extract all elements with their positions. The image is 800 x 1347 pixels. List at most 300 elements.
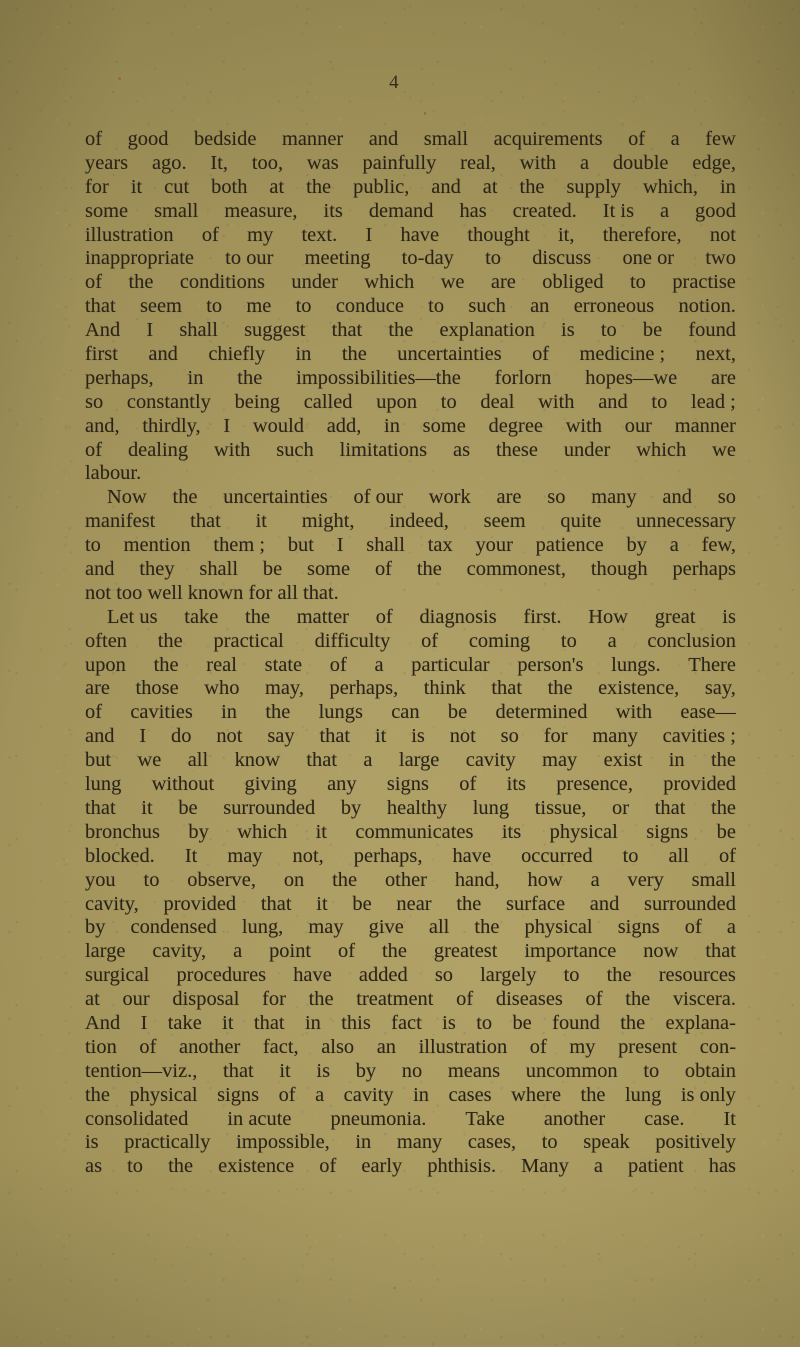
word: in xyxy=(384,414,400,437)
word: It is xyxy=(602,199,635,222)
word: have xyxy=(400,223,440,246)
word: first xyxy=(85,343,118,366)
word: add, xyxy=(326,414,362,437)
word: a xyxy=(579,151,590,174)
word: with xyxy=(538,390,575,413)
word: medicine ; xyxy=(579,343,666,366)
word: that xyxy=(190,510,221,533)
word: consolidated xyxy=(85,1107,189,1130)
word: without xyxy=(151,773,215,796)
word: them ; xyxy=(213,534,266,557)
word: degree xyxy=(488,414,543,437)
word: acquirements xyxy=(493,128,603,150)
word: are xyxy=(711,366,736,389)
word: to xyxy=(643,1059,660,1082)
word: explanation xyxy=(439,319,535,342)
word: hand, xyxy=(454,868,500,891)
word: large xyxy=(398,749,440,772)
word: any xyxy=(327,773,357,796)
word: they xyxy=(139,558,175,581)
word: so xyxy=(717,486,736,509)
word: deal xyxy=(480,390,515,413)
word: such xyxy=(468,295,506,318)
word: may xyxy=(308,916,344,939)
word: think xyxy=(423,677,466,700)
word: fact, xyxy=(262,1035,299,1058)
word: have xyxy=(293,964,332,987)
word: the xyxy=(168,1155,194,1178)
word: for xyxy=(85,175,109,198)
word: dealing xyxy=(127,438,189,461)
word: how xyxy=(527,868,563,891)
word: good xyxy=(127,128,169,150)
word: all xyxy=(187,749,209,772)
word: And xyxy=(85,1011,121,1034)
word: me xyxy=(246,295,272,318)
word: all xyxy=(668,844,689,867)
word: viscera. xyxy=(672,988,736,1011)
text-line xyxy=(85,200,736,224)
word: I xyxy=(140,1011,148,1034)
word: lungs. xyxy=(611,653,661,676)
word: a xyxy=(363,749,373,772)
word: lead ; xyxy=(691,390,736,413)
word: some xyxy=(307,558,351,581)
word: manner xyxy=(674,414,736,437)
word: found xyxy=(552,1011,600,1034)
word: all xyxy=(428,916,450,939)
word: too, xyxy=(251,151,284,174)
text-line: not too well known for all that. xyxy=(85,581,339,604)
word: which, xyxy=(642,175,699,198)
word: conditions xyxy=(179,271,265,294)
word: I xyxy=(146,319,154,342)
word: by xyxy=(355,1059,377,1082)
word: I xyxy=(223,414,231,437)
word: to xyxy=(295,295,312,318)
word: a xyxy=(607,629,617,652)
word: of xyxy=(338,940,356,963)
word: of xyxy=(139,1035,157,1058)
word: small xyxy=(691,868,736,891)
word: one or xyxy=(622,247,675,270)
word: to xyxy=(560,629,577,652)
word: therefore, xyxy=(602,223,682,246)
word: small xyxy=(154,199,199,222)
text-line xyxy=(85,630,736,654)
word: tax xyxy=(427,534,453,557)
word: some xyxy=(422,414,466,437)
text-line xyxy=(85,1084,736,1108)
word: many xyxy=(591,486,637,509)
word: with xyxy=(214,438,251,461)
word: existence, xyxy=(598,677,680,700)
word: communicates xyxy=(355,820,474,843)
word: and xyxy=(589,892,620,915)
word: those xyxy=(135,677,179,700)
word: text. xyxy=(301,223,338,246)
word: surrounded xyxy=(644,892,736,915)
word: such xyxy=(276,438,314,461)
word: bedside xyxy=(193,128,257,150)
word: uncertainties xyxy=(223,486,328,509)
word: Let us xyxy=(107,605,158,628)
word: chiefly xyxy=(208,343,266,366)
text-line xyxy=(85,176,736,200)
word: hopes—we xyxy=(585,366,678,389)
word: our xyxy=(122,988,150,1011)
word: manner xyxy=(281,128,344,150)
word: unnecessary xyxy=(636,510,736,533)
text-line xyxy=(85,893,736,917)
word: perhaps, xyxy=(85,366,154,389)
word: of xyxy=(85,701,103,724)
word: a xyxy=(670,128,680,150)
word: obtain xyxy=(684,1059,736,1082)
word: conclusion xyxy=(647,629,736,652)
text-line xyxy=(85,391,736,415)
word: perhaps xyxy=(672,558,736,581)
word: early xyxy=(361,1155,403,1178)
word: tissue, xyxy=(534,796,587,819)
word: real xyxy=(206,653,237,676)
word: to xyxy=(651,390,668,413)
text-line xyxy=(85,677,736,701)
word: is xyxy=(85,1131,99,1154)
word: the xyxy=(710,749,736,772)
word: practise xyxy=(672,271,736,294)
word: a xyxy=(669,534,679,557)
word: be xyxy=(716,820,736,843)
word: impossibilities—the xyxy=(296,366,461,389)
word: perhaps, xyxy=(353,844,423,867)
word: existence xyxy=(218,1155,295,1178)
word: may, xyxy=(264,677,304,700)
word: a xyxy=(233,940,243,963)
word: that xyxy=(85,796,116,819)
word: Now xyxy=(107,486,147,509)
word: tention—viz., xyxy=(85,1059,198,1082)
word: discuss xyxy=(532,247,592,270)
word: the xyxy=(306,175,332,198)
word: many xyxy=(396,1131,443,1154)
word: of xyxy=(585,988,603,1011)
word: uncommon xyxy=(525,1059,618,1082)
word: diseases xyxy=(495,988,563,1011)
word: it xyxy=(279,1059,291,1082)
word: of xyxy=(421,629,439,652)
text-line xyxy=(85,988,736,1012)
word: of xyxy=(85,438,103,461)
text-line xyxy=(85,701,736,725)
word: in xyxy=(668,749,685,772)
text-line xyxy=(85,271,736,295)
word: presence, xyxy=(556,773,633,796)
word: the xyxy=(519,175,545,198)
word: of xyxy=(278,1083,296,1106)
text-line xyxy=(85,797,736,821)
word: tion xyxy=(85,1035,117,1058)
word: provided xyxy=(663,773,736,796)
text-line xyxy=(85,486,736,510)
word: to xyxy=(541,1131,558,1154)
word: importance xyxy=(524,940,617,963)
word: real, xyxy=(460,151,496,174)
word: double xyxy=(612,151,669,174)
word: upon xyxy=(376,390,418,413)
word: lung, xyxy=(241,916,284,939)
word: you xyxy=(85,868,116,891)
word: giving xyxy=(244,773,297,796)
word: small xyxy=(423,128,469,150)
word: Take xyxy=(465,1107,505,1130)
word: of xyxy=(459,773,477,796)
word: by xyxy=(85,916,106,939)
word: to xyxy=(600,319,617,342)
word: There xyxy=(688,653,736,676)
word: cut xyxy=(164,175,190,198)
word: resources xyxy=(658,964,736,987)
word: it xyxy=(255,510,267,533)
word: state xyxy=(264,653,303,676)
word: cavities xyxy=(130,701,193,724)
word: of xyxy=(628,128,646,150)
word: which xyxy=(364,271,415,294)
word: the xyxy=(308,988,334,1011)
text-line xyxy=(85,1060,736,1084)
word: shall xyxy=(199,558,239,581)
word: measure, xyxy=(224,199,298,222)
text-line xyxy=(85,128,736,152)
word: our xyxy=(624,414,652,437)
word: procedures xyxy=(176,964,267,987)
paragraph xyxy=(85,486,736,605)
word: we xyxy=(137,749,162,772)
text-line xyxy=(85,773,736,797)
word: to xyxy=(440,390,457,413)
word: lung xyxy=(85,773,122,796)
word: often xyxy=(85,629,127,652)
word: it xyxy=(130,175,143,198)
word: determined xyxy=(495,701,588,724)
word: by xyxy=(340,796,362,819)
word: particular xyxy=(411,653,490,676)
word: under xyxy=(291,271,338,294)
word: give xyxy=(368,916,404,939)
word: impossible, xyxy=(236,1131,330,1154)
word: in xyxy=(304,1011,321,1034)
word: in xyxy=(719,175,736,198)
word: meeting xyxy=(304,247,371,270)
word: a xyxy=(374,653,384,676)
word: found xyxy=(688,319,736,342)
text-line xyxy=(85,247,736,271)
word: greatest xyxy=(433,940,498,963)
word: the xyxy=(265,701,291,724)
word: as xyxy=(453,438,471,461)
word: the xyxy=(381,940,407,963)
word: some xyxy=(85,199,129,222)
word: another xyxy=(179,1035,241,1058)
word: the xyxy=(341,343,367,366)
word: indeed, xyxy=(389,510,449,533)
text-line xyxy=(85,869,736,893)
word: added xyxy=(358,964,408,987)
word: not xyxy=(709,223,736,246)
word: we xyxy=(440,271,465,294)
word: years xyxy=(85,151,129,174)
word: is only xyxy=(680,1083,736,1106)
word: with xyxy=(615,701,653,724)
word: It xyxy=(723,1107,736,1130)
word: surface xyxy=(506,892,566,915)
word: illustration xyxy=(85,223,174,246)
word: lung xyxy=(624,1083,662,1106)
word: public, xyxy=(353,175,410,198)
word: seem xyxy=(483,510,526,533)
word: of xyxy=(374,558,392,581)
body-text xyxy=(85,128,736,1179)
word: to xyxy=(630,271,646,294)
word: I xyxy=(336,534,344,557)
word: that xyxy=(253,1011,285,1034)
word: quite xyxy=(560,510,602,533)
text-line xyxy=(85,654,736,678)
word: on xyxy=(283,868,305,891)
word: other xyxy=(384,868,427,891)
word: not, xyxy=(292,844,324,867)
word: point xyxy=(269,940,312,963)
word: it xyxy=(316,892,328,915)
word: and xyxy=(85,558,115,581)
text-line xyxy=(85,343,736,367)
word: and xyxy=(662,486,692,509)
word: ease— xyxy=(680,701,736,724)
word: It, xyxy=(210,151,229,174)
text-line xyxy=(85,534,736,558)
word: I xyxy=(365,223,373,246)
word: to our xyxy=(225,247,274,270)
word: at xyxy=(269,175,285,198)
word: is xyxy=(316,1059,331,1082)
text-line xyxy=(85,940,736,964)
word: suggest xyxy=(244,319,306,342)
word: illustration xyxy=(418,1035,508,1058)
word: obliged xyxy=(542,271,604,294)
word: is xyxy=(722,605,736,628)
word: present xyxy=(618,1035,678,1058)
word: my xyxy=(247,223,274,246)
word: work xyxy=(428,486,471,509)
word: though xyxy=(590,558,648,581)
text-line xyxy=(85,1012,736,1036)
word: that xyxy=(306,749,338,772)
word: are xyxy=(490,271,516,294)
word: exist xyxy=(603,749,643,772)
text-line xyxy=(85,1036,736,1060)
word: perhaps, xyxy=(329,677,399,700)
word: another xyxy=(543,1107,606,1130)
word: positively xyxy=(655,1131,736,1154)
text-line xyxy=(85,964,736,988)
word: matter xyxy=(296,605,349,628)
word: that xyxy=(319,725,351,748)
word: upon xyxy=(85,653,126,676)
word: and xyxy=(85,725,115,748)
word: cavities ; xyxy=(662,725,736,748)
word: of xyxy=(319,1155,337,1178)
word: few xyxy=(705,128,736,150)
word: the xyxy=(388,319,414,342)
word: constantly xyxy=(126,390,211,413)
word: under xyxy=(563,438,611,461)
word: not xyxy=(449,725,476,748)
word: the xyxy=(625,988,651,1011)
word: manifest xyxy=(85,510,156,533)
word: seem xyxy=(139,295,182,318)
word: so xyxy=(85,390,104,413)
word: be xyxy=(642,319,663,342)
word: who xyxy=(204,677,240,700)
word: the xyxy=(416,558,442,581)
word: uncertainties xyxy=(397,343,502,366)
word: the xyxy=(580,1083,606,1106)
word: painfully xyxy=(362,151,437,174)
word: the xyxy=(153,653,179,676)
word: difficulty xyxy=(314,629,391,652)
word: two xyxy=(705,247,736,270)
paragraph xyxy=(85,128,736,486)
word: know xyxy=(234,749,280,772)
word: the xyxy=(172,486,198,509)
word: treatment xyxy=(356,988,434,1011)
word: cavity, xyxy=(85,892,139,915)
word: of xyxy=(532,343,550,366)
word: the xyxy=(237,366,263,389)
word: the xyxy=(456,892,482,915)
word: surrounded xyxy=(223,796,316,819)
word: at xyxy=(85,988,100,1011)
word: would xyxy=(252,414,304,437)
text-line xyxy=(85,749,736,773)
word: a xyxy=(315,1083,325,1106)
word: of xyxy=(456,988,474,1011)
word: very xyxy=(627,868,664,891)
page-number: 4 xyxy=(389,72,399,93)
word: that xyxy=(260,892,292,915)
word: of xyxy=(718,844,736,867)
word: created. xyxy=(512,199,577,222)
word: of xyxy=(85,271,103,294)
word: of our xyxy=(353,486,403,509)
word: in xyxy=(413,1083,430,1106)
word: pneumonia. xyxy=(330,1107,427,1130)
word: of xyxy=(375,605,393,628)
word: and xyxy=(368,128,399,150)
text-line: labour. xyxy=(85,462,142,485)
word: next, xyxy=(695,343,736,366)
word: ago. xyxy=(151,151,187,174)
text-line xyxy=(85,439,736,463)
text-line xyxy=(85,821,736,845)
text-line xyxy=(85,367,736,391)
text-line xyxy=(85,1108,736,1132)
word: in xyxy=(187,366,204,389)
word: not xyxy=(216,725,243,748)
word: surgical xyxy=(85,964,150,987)
word: that xyxy=(705,940,736,963)
word: is xyxy=(442,1011,456,1034)
